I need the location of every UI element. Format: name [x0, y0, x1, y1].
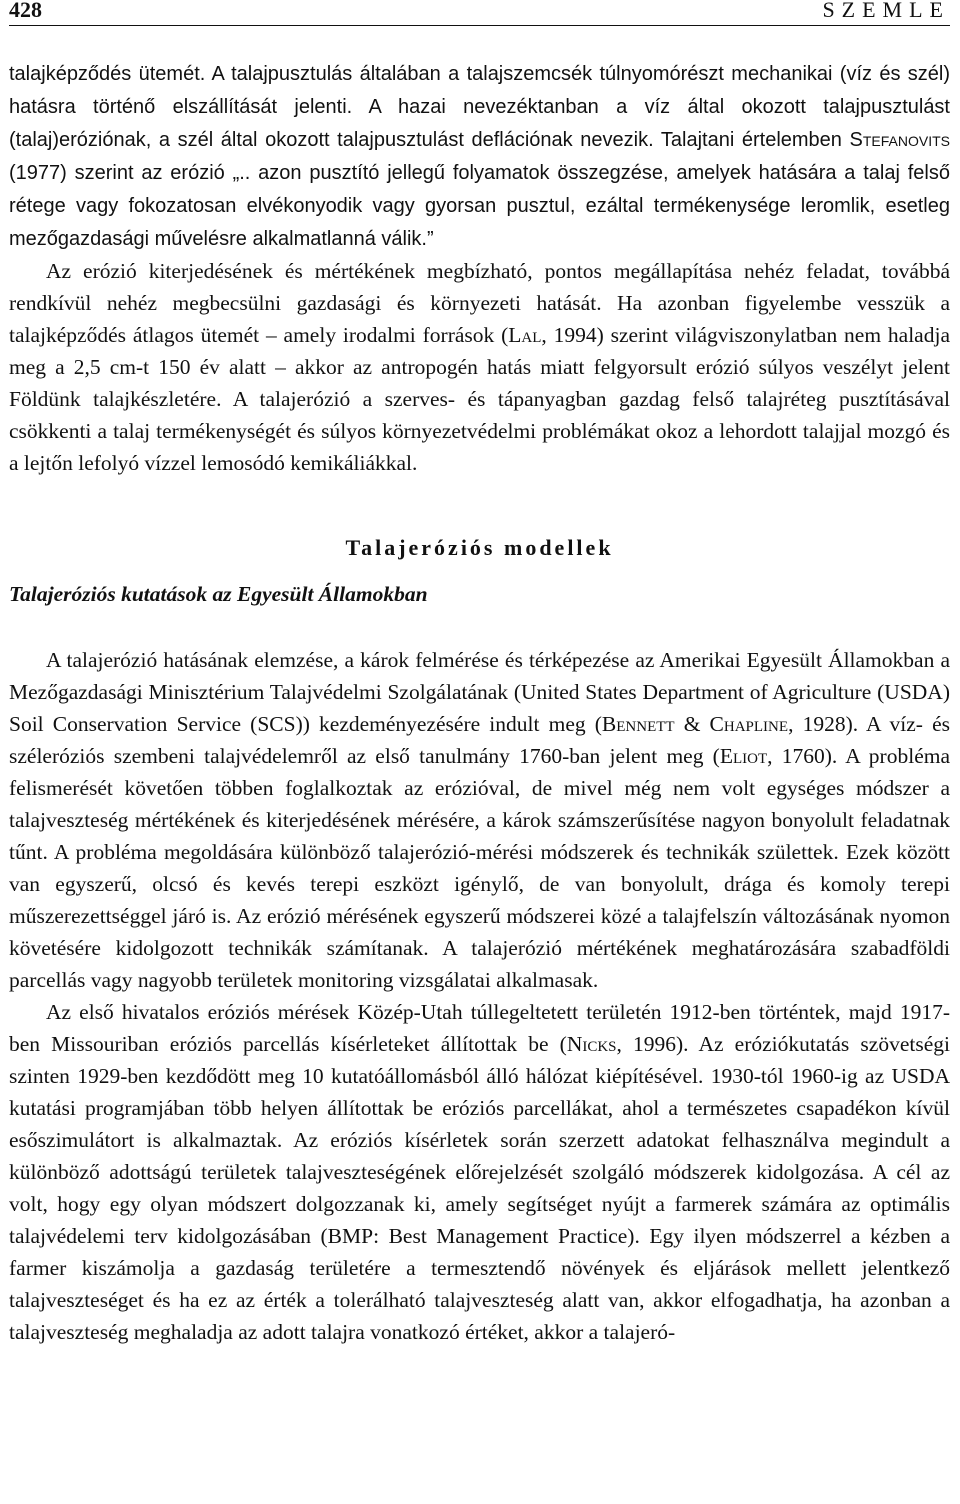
paragraph-intro-2: [9, 255, 950, 479]
paragraph-intro-1: [9, 57, 950, 255]
text-span: , 1928). A víz- és széleróziós szembeni talajvédelemről az első tanulmány 1760-ban jelent meg (: [9, 712, 950, 768]
text-span: A talajerózió hatásának elemzése, a károk felmérése és térképezése az Amerikai Egyesült Államokban a Mezőgazdasági Minisztérium Talajvédelmi Szolgálatának (United States Department of Agriculture (USDA) Soil Conservation Service (SCS)) kezdeményezésére indult meg (: [9, 648, 950, 736]
text-span: , 1996). Az eróziókutatás szövetségi szinten 1929-ben kezdődött meg 10 kutatóállomásból álló hálózat kiépítésével. 1930-tól 1960-ig az USDA kutatási programjában több helyen állítottak be eróziós parcellákat, ahol a természetes csapadékon kívül esőszimulátort is alkalmaztak. Az eróziós kísérletek során szerzett adatokat felhasználva megindult a különböző adottságú területek talajveszteségének előrejelzését szolgáló módszerek kidolgozása. A cél az volt, hogy egy olyan módszert dolgozzanak ki, amely segítséget nyújt a farmerek számára az optimális talajvédelemi terv kidolgozásában (BMP: Best Management Practice). Egy ilyen módszerrel a kézben a farmer kiszámolja a gazdaság területére a termesztendő növények és eljárások mellett jelentkező talajveszteséget és ha ez az érték a tolerálható talajveszteség alatt van, akkor elfogadhatja, ha azonban a talajveszteség meghaladja az adott talajra vonatkozó értéket, akkor a talajeró-: [9, 1032, 950, 1344]
author-citation: Chapline: [709, 712, 789, 736]
page-header: [9, 0, 950, 26]
text-span: (1977) szerint az erózió „.. azon pusztító jellegű folyamatok összegzése, amelyek hatására a talaj felső rétege vagy fokozatosan elvékonyodik vagy gyorsan pusztul, ezáltal termékenysége leromlik, esetleg mezőgazdasági művelésre alkalmatlanná válik.”: [9, 162, 950, 250]
text-span: , 1760). A probléma felismerését követően többen foglalkoztak az erózióval, de mivel még nem volt egységes módszer a talajveszteség mértékének és kiterjedésének mérésére, a károk számszerűsítése nagyon bonyolult feladatnak tűnt. A probléma megoldására különböző talajerózió-mérési módszerek és technikák születtek. Ezek között van egyszerű, olcsó és kevés terepi eszközt igénylő, de van bonyolult, drága és komoly terepi műszerezettséggel járó is. Az erózió mérésének egyszerű módszerei közé a talajfelszín változásának nyomon követésére kidolgozott technikák számítanak. A talajerózió mértékének meghatározására szabadföldi parcellás vagy nagyobb területek monitoring vizsgálatai alkalmasak.: [9, 744, 950, 992]
subsection-title: Talajeróziós kutatások az Egyesült Államokban: [9, 582, 428, 606]
text-span: talajképződés ütemét. A talajpusztulás általában a talajszemcsék túlnyomórészt mechanikai (víz és szél) hatásra történő elszállítását jelenti. A hazai nevezéktanban a víz által okozott talajpusztulást (talaj)eróziónak, a szél által okozott talajpusztulást deflációnak nevezik. Talajtani értelemben: [9, 63, 950, 151]
paragraph-usa-2: [9, 996, 950, 1348]
paragraph-usa-1: [9, 644, 950, 996]
body-text: [9, 57, 950, 1348]
section-title: Talajeróziós modellek: [345, 535, 614, 560]
author-citation: Nicks: [566, 1032, 617, 1056]
page-number: 428: [9, 0, 42, 22]
text-span: &: [674, 712, 710, 736]
author-citation: Bennett: [601, 712, 675, 736]
author-citation: Eliot: [719, 744, 768, 768]
author-citation: Stefanovits: [849, 129, 950, 151]
author-citation: Lal: [508, 323, 542, 347]
text-span: , 1994) szerint világviszonylatban nem haladja meg a 2,5 cm-t 150 év alatt – akkor az antropogén hatás miatt felgyorsult erózió súlyos veszélyt jelent Földünk talajkészletére. A talajerózió a szerves- és tápanyagban gazdag felső talajréteg pusztításával csökkenti a talaj termékenységét és súlyos környezetvédelmi problémákat okoz a lehordott talajjal mozgó és a lejtőn lefolyó vízzel lemosódó kemikáliákkal.: [9, 323, 950, 475]
text-span: Az első hivatalos eróziós mérések Közép-Utah túllegeltetett területén 1912-ben történtek, majd 1917-ben Missouriban eróziós parcellás kísérleteket állítottak be (: [9, 1000, 950, 1056]
text-span: Az erózió kiterjedésének és mértékének megbízható, pontos megállapítása nehéz feladat, továbbá rendkívül nehéz megbecsülni gazdasági és környezeti hatását. Ha azonban figyelembe vesszük a talajképződés átlagos ütemét – amely irodalmi források (: [9, 259, 950, 347]
running-head: SZEMLE: [822, 0, 950, 22]
